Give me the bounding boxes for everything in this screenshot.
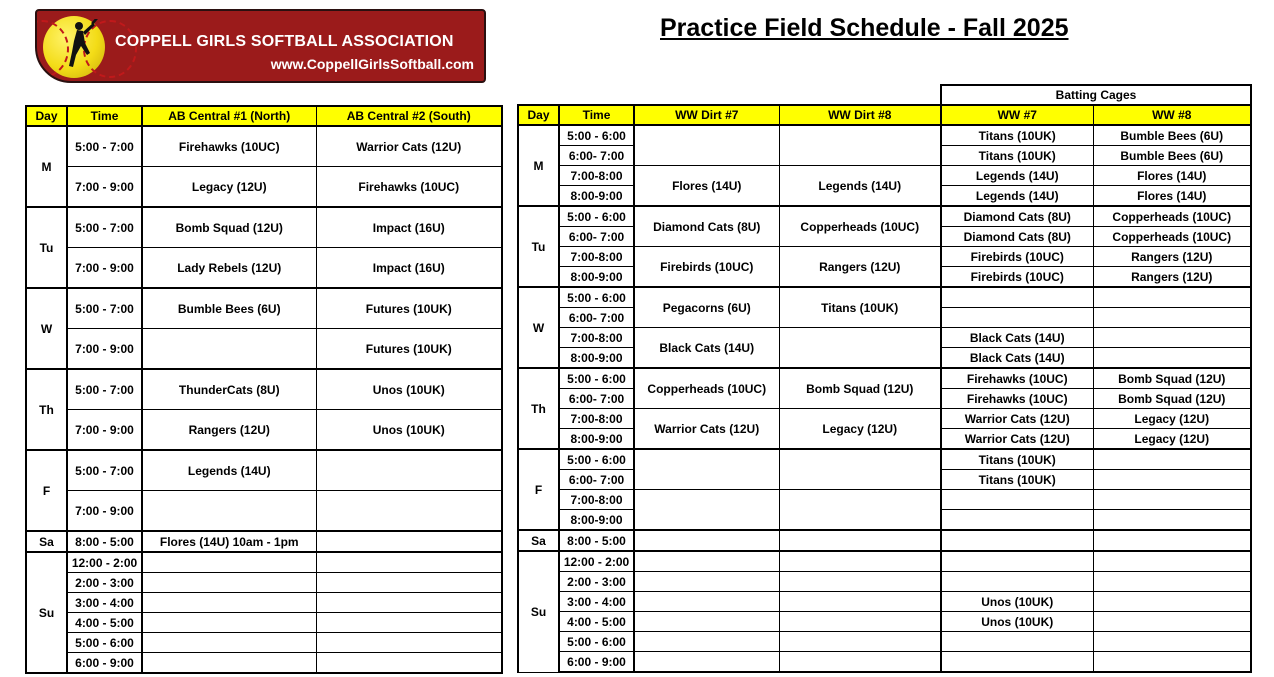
day-cell: Th (26, 369, 67, 450)
time-cell: 5:00 - 6:00 (559, 287, 634, 308)
field-2-cell: Warrior Cats (12U) (316, 126, 502, 167)
field-1-cell: Flores (14U) 10am - 1pm (142, 531, 316, 552)
time-cell: 6:00- 7:00 (559, 389, 634, 409)
cage-ww8-cell (1093, 287, 1251, 308)
field-2-cell (316, 552, 502, 573)
spacer (518, 85, 941, 105)
field-2-cell (316, 491, 502, 532)
time-cell: 6:00- 7:00 (559, 470, 634, 490)
cage-ww7-cell: Black Cats (14U) (941, 348, 1093, 369)
day-cell: Sa (26, 531, 67, 552)
ww-dirt-7-cell: Firebirds (10UC) (634, 247, 779, 288)
field-1-cell: Legacy (12U) (142, 167, 316, 208)
table-row (518, 490, 1251, 510)
cage-ww8-cell: Bumble Bees (6U) (1093, 146, 1251, 166)
time-cell: 4:00 - 5:00 (559, 612, 634, 632)
cage-ww7-cell: Black Cats (14U) (941, 328, 1093, 348)
cage-ww7-cell: Firebirds (10UC) (941, 247, 1093, 267)
field-2-cell (316, 633, 502, 653)
ww-dirt-8-cell (779, 530, 941, 551)
cage-ww7-cell (941, 287, 1093, 308)
time-cell: 8:00-9:00 (559, 429, 634, 450)
time-cell: 3:00 - 4:00 (559, 592, 634, 612)
day-cell: F (26, 450, 67, 531)
time-cell: 12:00 - 2:00 (559, 551, 634, 572)
association-logo (35, 9, 486, 83)
cage-ww8-cell (1093, 551, 1251, 572)
column-header: AB Central #1 (North) (142, 106, 316, 126)
cage-ww7-cell: Diamond Cats (8U) (941, 227, 1093, 247)
cage-ww8-cell: Legacy (12U) (1093, 429, 1251, 450)
time-cell: 5:00 - 6:00 (67, 633, 142, 653)
table-row (26, 288, 502, 329)
table-row (26, 573, 502, 593)
cage-ww7-cell: Legends (14U) (941, 166, 1093, 186)
time-cell: 7:00-8:00 (559, 166, 634, 186)
table-row (26, 248, 502, 289)
ww-dirt-8-cell (779, 449, 941, 490)
field-2-cell (316, 593, 502, 613)
cage-ww8-cell (1093, 449, 1251, 470)
time-cell: 8:00-9:00 (559, 510, 634, 531)
field-1-cell: Rangers (12U) (142, 410, 316, 451)
ww-fields-schedule-table (517, 84, 1252, 673)
time-cell: 4:00 - 5:00 (67, 613, 142, 633)
cage-ww7-cell: Warrior Cats (12U) (941, 429, 1093, 450)
page-title: Practice Field Schedule - Fall 2025 (660, 14, 1069, 42)
table-row (518, 652, 1251, 673)
column-header: WW #8 (1093, 105, 1251, 125)
ww-dirt-8-cell: Titans (10UK) (779, 287, 941, 328)
field-2-cell (316, 531, 502, 552)
header-row (518, 105, 1251, 125)
table-row (26, 491, 502, 532)
time-cell: 8:00-9:00 (559, 348, 634, 369)
table-row (518, 409, 1251, 429)
cage-ww8-cell (1093, 612, 1251, 632)
column-header: WW Dirt #7 (634, 105, 779, 125)
time-cell: 6:00 - 9:00 (67, 653, 142, 674)
cage-ww8-cell (1093, 348, 1251, 369)
field-2-cell (316, 613, 502, 633)
table-row (26, 552, 502, 573)
time-cell: 7:00-8:00 (559, 490, 634, 510)
table-row (26, 653, 502, 674)
ww-dirt-8-cell (779, 490, 941, 531)
field-2-cell: Futures (10UK) (316, 288, 502, 329)
table-row (26, 167, 502, 208)
table-row (518, 592, 1251, 612)
ww-dirt-8-cell: Legacy (12U) (779, 409, 941, 450)
cage-ww8-cell: Rangers (12U) (1093, 267, 1251, 288)
ww-dirt-8-cell (779, 652, 941, 673)
cage-ww7-cell (941, 572, 1093, 592)
field-1-cell: Lady Rebels (12U) (142, 248, 316, 289)
time-cell: 5:00 - 6:00 (559, 125, 634, 146)
time-cell: 7:00-8:00 (559, 328, 634, 348)
field-2-cell: Unos (10UK) (316, 410, 502, 451)
field-2-cell (316, 653, 502, 674)
batting-cages-header: Batting Cages (941, 85, 1251, 105)
table-row (518, 287, 1251, 308)
cage-ww8-cell: Bomb Squad (12U) (1093, 368, 1251, 389)
ww-dirt-7-cell: Black Cats (14U) (634, 328, 779, 369)
field-1-cell: Bumble Bees (6U) (142, 288, 316, 329)
ab-central-schedule-table (25, 105, 503, 674)
time-cell: 7:00 - 9:00 (67, 167, 142, 208)
cage-ww7-cell: Legends (14U) (941, 186, 1093, 207)
ww-dirt-7-cell (634, 572, 779, 592)
batting-cages-row (518, 85, 1251, 105)
table-row (26, 329, 502, 370)
ww-dirt-7-cell (634, 612, 779, 632)
ww-dirt-7-cell (634, 125, 779, 166)
field-1-cell (142, 633, 316, 653)
column-header: AB Central #2 (South) (316, 106, 502, 126)
cage-ww8-cell (1093, 490, 1251, 510)
ww-dirt-8-cell (779, 572, 941, 592)
ww-dirt-8-cell (779, 592, 941, 612)
ww-dirt-7-cell (634, 449, 779, 490)
table-row (518, 125, 1251, 146)
day-cell: Su (518, 551, 559, 672)
field-2-cell (316, 450, 502, 491)
time-cell: 5:00 - 6:00 (559, 449, 634, 470)
day-cell: Tu (518, 206, 559, 287)
field-1-cell: Firehawks (10UC) (142, 126, 316, 167)
ww-dirt-7-cell (634, 592, 779, 612)
ww-dirt-7-cell: Copperheads (10UC) (634, 368, 779, 409)
cage-ww7-cell (941, 510, 1093, 531)
ww-dirt-7-cell: Diamond Cats (8U) (634, 206, 779, 247)
table-row (518, 449, 1251, 470)
cage-ww8-cell: Bumble Bees (6U) (1093, 125, 1251, 146)
cage-ww7-cell: Unos (10UK) (941, 612, 1093, 632)
table-row (26, 613, 502, 633)
table-row (518, 551, 1251, 572)
ww-dirt-7-cell (634, 551, 779, 572)
ww-dirt-8-cell: Copperheads (10UC) (779, 206, 941, 247)
time-cell: 5:00 - 6:00 (559, 368, 634, 389)
ww-dirt-8-cell: Bomb Squad (12U) (779, 368, 941, 409)
day-cell: M (26, 126, 67, 207)
ww-dirt-7-cell (634, 530, 779, 551)
cage-ww8-cell: Flores (14U) (1093, 166, 1251, 186)
cage-ww8-cell (1093, 308, 1251, 328)
ww-dirt-8-cell (779, 612, 941, 632)
cage-ww8-cell (1093, 592, 1251, 612)
table-row (26, 531, 502, 552)
cage-ww8-cell: Rangers (12U) (1093, 247, 1251, 267)
field-1-cell (142, 653, 316, 674)
time-cell: 5:00 - 7:00 (67, 450, 142, 491)
column-header: Day (518, 105, 559, 125)
column-header: Time (67, 106, 142, 126)
cage-ww8-cell (1093, 530, 1251, 551)
field-1-cell (142, 573, 316, 593)
time-cell: 2:00 - 3:00 (67, 573, 142, 593)
cage-ww7-cell (941, 490, 1093, 510)
logo-url: www.CoppellGirlsSoftball.com (270, 56, 474, 72)
field-2-cell (316, 573, 502, 593)
cage-ww8-cell: Copperheads (10UC) (1093, 227, 1251, 247)
field-1-cell: Bomb Squad (12U) (142, 207, 316, 248)
time-cell: 7:00 - 9:00 (67, 491, 142, 532)
field-2-cell: Impact (16U) (316, 248, 502, 289)
ww-dirt-7-cell (634, 632, 779, 652)
ww-dirt-8-cell (779, 632, 941, 652)
field-1-cell (142, 552, 316, 573)
time-cell: 6:00- 7:00 (559, 227, 634, 247)
field-1-cell: Legends (14U) (142, 450, 316, 491)
time-cell: 8:00 - 5:00 (559, 530, 634, 551)
cage-ww7-cell: Diamond Cats (8U) (941, 206, 1093, 227)
cage-ww7-cell: Firehawks (10UC) (941, 389, 1093, 409)
time-cell: 8:00-9:00 (559, 186, 634, 207)
time-cell: 6:00- 7:00 (559, 308, 634, 328)
column-header: WW #7 (941, 105, 1093, 125)
ww-dirt-8-cell: Legends (14U) (779, 166, 941, 207)
cage-ww8-cell (1093, 652, 1251, 673)
cage-ww7-cell (941, 551, 1093, 572)
time-cell: 5:00 - 7:00 (67, 207, 142, 248)
cage-ww7-cell (941, 530, 1093, 551)
time-cell: 5:00 - 7:00 (67, 288, 142, 329)
field-1-cell: ThunderCats (8U) (142, 369, 316, 410)
time-cell: 5:00 - 6:00 (559, 206, 634, 227)
time-cell: 8:00 - 5:00 (67, 531, 142, 552)
cage-ww8-cell: Bomb Squad (12U) (1093, 389, 1251, 409)
ww-dirt-7-cell (634, 652, 779, 673)
day-cell: F (518, 449, 559, 530)
time-cell: 3:00 - 4:00 (67, 593, 142, 613)
time-cell: 12:00 - 2:00 (67, 552, 142, 573)
table-row (26, 450, 502, 491)
ww-dirt-7-cell (634, 490, 779, 531)
cage-ww7-cell: Titans (10UK) (941, 470, 1093, 490)
ww-dirt-8-cell (779, 125, 941, 166)
column-header: Time (559, 105, 634, 125)
table-row (26, 593, 502, 613)
time-cell: 7:00 - 9:00 (67, 329, 142, 370)
cage-ww7-cell (941, 652, 1093, 673)
table-row (26, 126, 502, 167)
cage-ww8-cell (1093, 470, 1251, 490)
column-header: Day (26, 106, 67, 126)
cage-ww8-cell (1093, 510, 1251, 531)
ww-dirt-7-cell: Warrior Cats (12U) (634, 409, 779, 450)
day-cell: Sa (518, 530, 559, 551)
time-cell: 7:00-8:00 (559, 409, 634, 429)
table-row (26, 207, 502, 248)
table-row (518, 206, 1251, 227)
ww-dirt-8-cell (779, 328, 941, 369)
cage-ww7-cell (941, 308, 1093, 328)
cage-ww7-cell: Titans (10UK) (941, 125, 1093, 146)
time-cell: 5:00 - 7:00 (67, 369, 142, 410)
ww-dirt-7-cell: Flores (14U) (634, 166, 779, 207)
cage-ww8-cell (1093, 328, 1251, 348)
time-cell: 2:00 - 3:00 (559, 572, 634, 592)
cage-ww7-cell: Firehawks (10UC) (941, 368, 1093, 389)
time-cell: 7:00-8:00 (559, 247, 634, 267)
time-cell: 7:00 - 9:00 (67, 248, 142, 289)
time-cell: 5:00 - 6:00 (559, 632, 634, 652)
time-cell: 7:00 - 9:00 (67, 410, 142, 451)
cage-ww7-cell: Titans (10UK) (941, 449, 1093, 470)
logo-name: COPPELL GIRLS SOFTBALL ASSOCIATION (115, 33, 454, 50)
cage-ww8-cell: Flores (14U) (1093, 186, 1251, 207)
table-row (518, 368, 1251, 389)
ww-dirt-8-cell: Rangers (12U) (779, 247, 941, 288)
field-2-cell: Unos (10UK) (316, 369, 502, 410)
field-2-cell: Futures (10UK) (316, 329, 502, 370)
table-row (518, 328, 1251, 348)
field-1-cell (142, 491, 316, 532)
cage-ww8-cell (1093, 572, 1251, 592)
cage-ww8-cell (1093, 632, 1251, 652)
time-cell: 8:00-9:00 (559, 267, 634, 288)
cage-ww8-cell: Legacy (12U) (1093, 409, 1251, 429)
field-1-cell (142, 593, 316, 613)
column-header: WW Dirt #8 (779, 105, 941, 125)
time-cell: 6:00 - 9:00 (559, 652, 634, 673)
cage-ww7-cell: Warrior Cats (12U) (941, 409, 1093, 429)
cage-ww7-cell: Unos (10UK) (941, 592, 1093, 612)
field-2-cell: Impact (16U) (316, 207, 502, 248)
field-1-cell (142, 613, 316, 633)
table-row (518, 166, 1251, 186)
day-cell: M (518, 125, 559, 206)
time-cell: 5:00 - 7:00 (67, 126, 142, 167)
cage-ww7-cell: Firebirds (10UC) (941, 267, 1093, 288)
table-row (26, 410, 502, 451)
day-cell: Tu (26, 207, 67, 288)
cage-ww8-cell: Copperheads (10UC) (1093, 206, 1251, 227)
day-cell: W (518, 287, 559, 368)
day-cell: Th (518, 368, 559, 449)
table-row (518, 632, 1251, 652)
field-2-cell: Firehawks (10UC) (316, 167, 502, 208)
ww-dirt-8-cell (779, 551, 941, 572)
table-row (518, 612, 1251, 632)
cage-ww7-cell: Titans (10UK) (941, 146, 1093, 166)
table-row (26, 633, 502, 653)
day-cell: W (26, 288, 67, 369)
table-row (518, 530, 1251, 551)
cage-ww7-cell (941, 632, 1093, 652)
table-row (26, 369, 502, 410)
table-row (518, 247, 1251, 267)
day-cell: Su (26, 552, 67, 673)
header-row (26, 106, 502, 126)
ww-dirt-7-cell: Pegacorns (6U) (634, 287, 779, 328)
field-1-cell (142, 329, 316, 370)
table-row (518, 572, 1251, 592)
batter-silhouette-icon (59, 19, 99, 71)
time-cell: 6:00- 7:00 (559, 146, 634, 166)
